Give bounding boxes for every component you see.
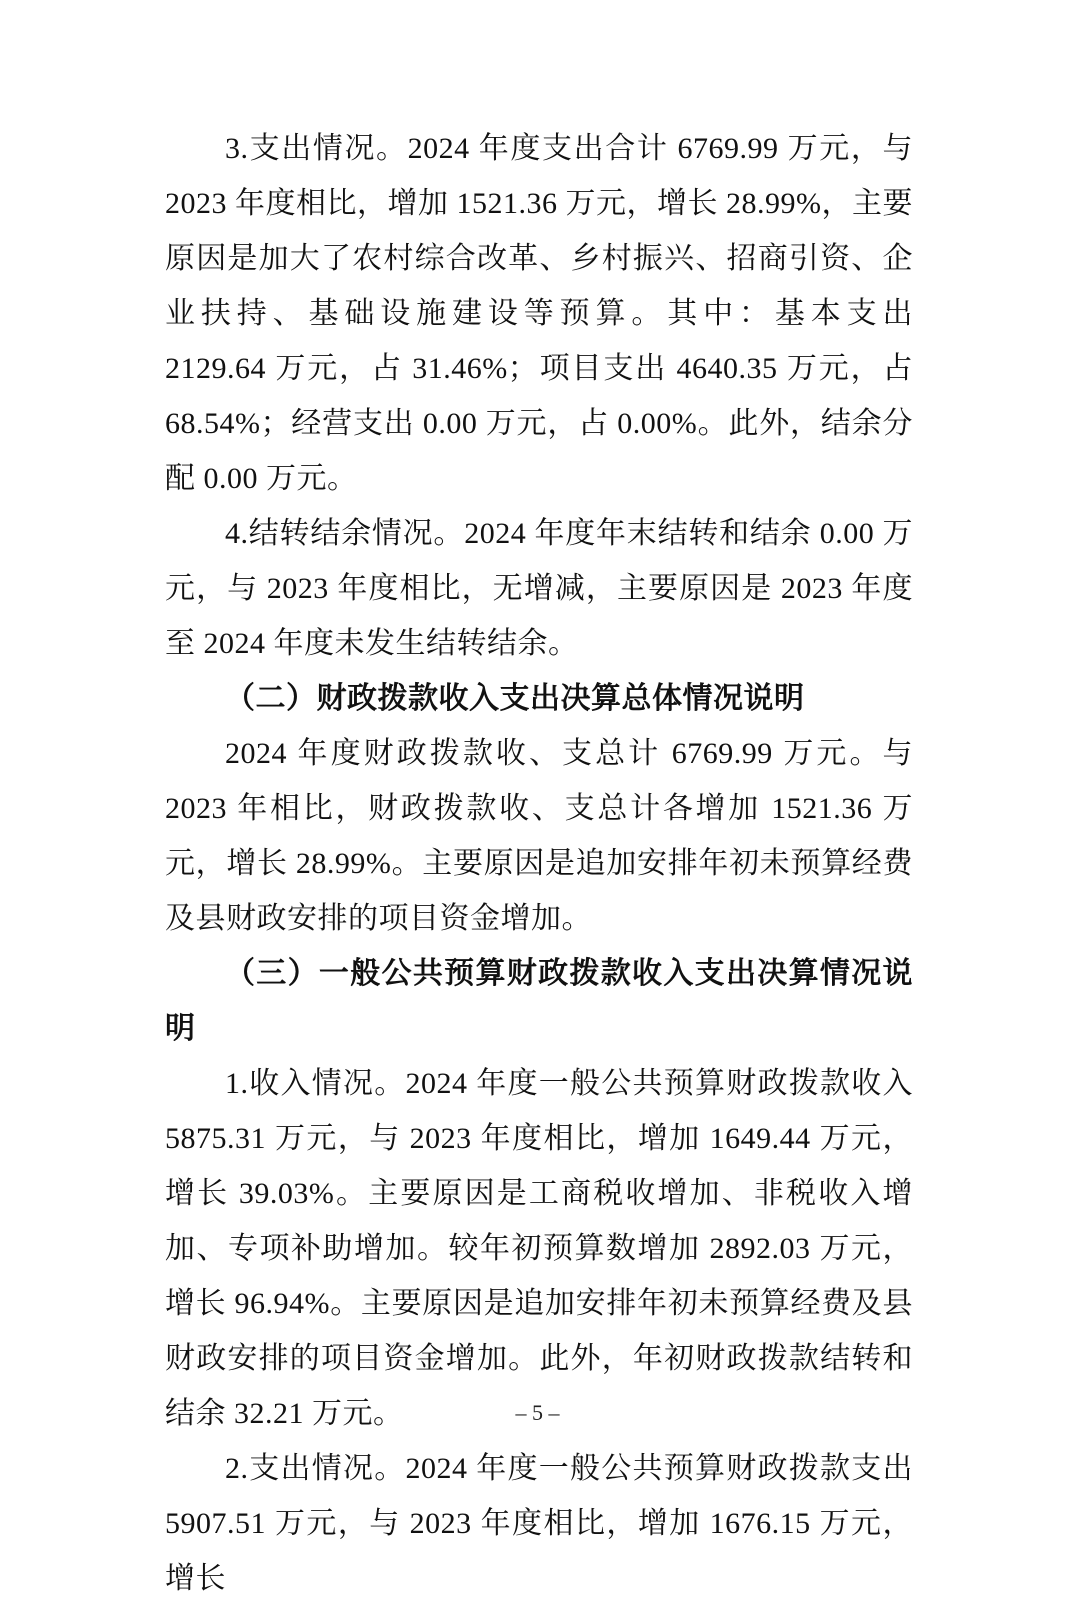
page-number: – 5 –: [515, 1400, 560, 1425]
paragraph-general-budget-revenue: 1.收入情况。2024 年度一般公共预算财政拨款收入 5875.31 万元，与 2023 年度相比，增加 1649.44 万元，增长 39.03%。主要原因是工商税收增加、非税收入增加、专项补助增加。较年初预算数增加 2892.03 万元，增长 96.94%。主要原因是追加安排年初未预算经费及县财政安排的项目资金增加。此外，年初财政拨款结转和结余 32.21 万元。: [165, 1067, 913, 1430]
document-body: [165, 121, 913, 1606]
paragraph-general-budget-expenditure: 2.支出情况。2024 年度一般公共预算财政拨款支出 5907.51 万元，与 2023 年度相比，增加 1676.15 万元，增长: [165, 1452, 913, 1595]
section-heading-fiscal-appropriation-overview: （二）财政拨款收入支出决算总体情况说明: [225, 682, 805, 715]
paragraph-expenditure-overview: 3.支出情况。2024 年度支出合计 6769.99 万元，与 2023 年度相比，增加 1521.36 万元，增长 28.99%，主要原因是加大了农村综合改革、乡村振兴、招商引资、企业扶持、基础设施建设等预算。其中：基本支出 2129.64 万元，占 31.46%；项目支出 4640.35 万元，占 68.54%；经营支出 0.00 万元，占 0.00%。此外，结余分配 0.00 万元。: [165, 132, 913, 495]
paragraph-fiscal-appropriation-total: 2024 年度财政拨款收、支总计 6769.99 万元。与 2023 年相比，财政拨款收、支总计各增加 1521.36 万元，增长 28.99%。主要原因是追加安排年初未预算经费及县财政安排的项目资金增加。: [165, 737, 913, 935]
section-heading-general-public-budget: （三）一般公共预算财政拨款收入支出决算情况说明: [165, 957, 913, 1045]
paragraph-carryover-balance: 4.结转结余情况。2024 年度年末结转和结余 0.00 万元，与 2023 年度相比，无增减，主要原因是 2023 年度至 2024 年度未发生结转结余。: [165, 517, 913, 660]
